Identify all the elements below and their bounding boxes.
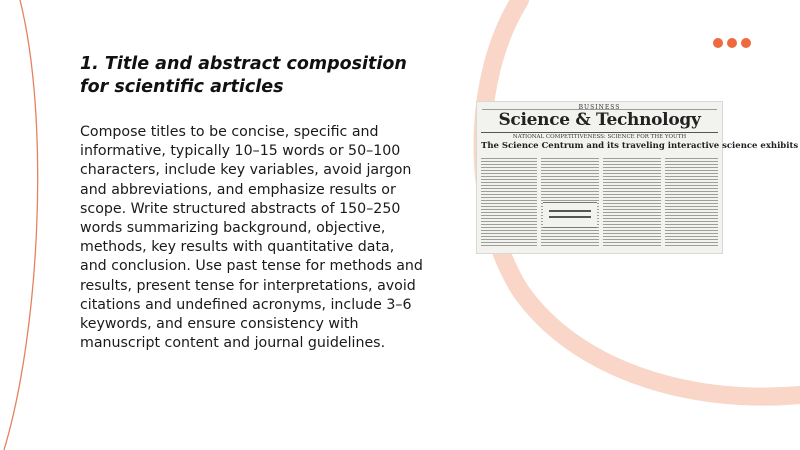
newspaper-clipping-image [476, 101, 799, 254]
clipping-strap: NATIONAL COMPETITIVENESS: SCIENCE FOR THE YOUTH [512, 134, 687, 140]
clipping-inset-line [549, 210, 591, 212]
three-dots-icon [713, 38, 751, 48]
clipping-column-3 [603, 158, 661, 246]
clipping-masthead: Science & Technology [498, 110, 701, 130]
slide-body-text: Compose titles to be concise, specific and informative, typically 10–15 words or 50–100 characters, include key variables, avoid jargon and abbreviations, and emphasize results or scope. Write structured abstracts of 150–250 words summarizing background, objective, methods, key results with quantitative data, and conclusion. Use past tense for methods and results, present tense for interpretations, avoid citations and undefined acronyms, include 3–6 keywords, and ensure consistency with manuscript content and journal guidelines. [80, 124, 423, 352]
clipping-column-1 [481, 158, 537, 246]
dot-3 [741, 38, 751, 48]
clipping-inset-box [543, 202, 597, 228]
slide-title: 1. Title and abstract composition for scientific articles [80, 54, 407, 97]
dot-2 [727, 38, 737, 48]
decorative-thin-curve [4, 0, 38, 450]
dot-1 [713, 38, 723, 48]
clipping-column-4 [665, 158, 718, 246]
clipping-rule [481, 132, 718, 133]
clipping-inset-line [549, 216, 591, 218]
clipping-headline: The Science Centrum and its traveling interactive science exhibits [481, 141, 799, 151]
clipping-kicker: BUSINESS [578, 104, 621, 111]
